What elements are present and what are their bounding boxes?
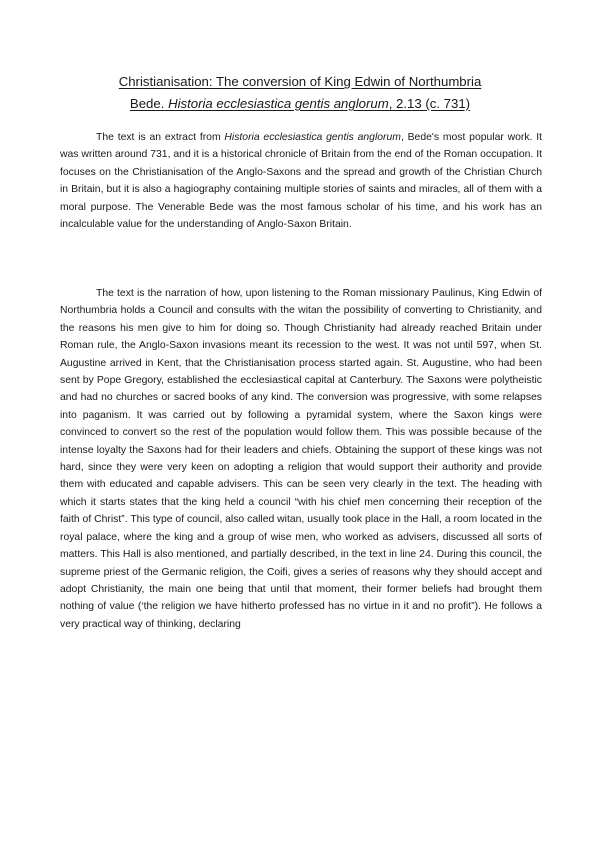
paragraph-1-work-title: Historia ecclesiastica gentis anglorum [224,132,401,143]
title-author: Bede. [129,96,165,111]
document-subtitle [0,96,600,112]
paragraph-2: The text is the narration of how, upon listening to the Roman missionary Paulinus, King Edwin of Northumbria holds a Council and consults with the witan the possibility of converting to Christianity, and the reasons his men give to him for doing so. Though Christianity had already reached Britain under Roman rule, the Anglo-Saxon invasions meant its recession to the west. It was not until 597, when St. Augustine arrived in Kent, that the Christianisation process started again. St. Augustine, who had been sent by Pope Gregory, established the ecclesiastical capital at Canterbury. The Saxons were polytheistic and had no churches or sacred books of any kind. The conversion was progressive, with some relapses into paganism. It was carried out by following a pyramidal system, where the Saxon kings were convinced to convert so the rest of the population would follow them. This was possible because of the intense loyalty the Saxons had for their leaders and chiefs. Obtaining the support of these kings was not hard, since they were very keen on adopting a religion that would support their authority and provide them with educated and capable advisers. This can be seen very clearly in the text. The heading with which it starts states that the king held a council “with his chief men concerning their reception of the faith of Christ”. This type of council, also called witan, usually took place in the Hall, a room located in the royal palace, where the king and a group of wise men, who worked as advisers, discussed all sorts of matters. This Hall is also mentioned, and partially described, in the text in line 24. During this council, the supreme priest of the Germanic religion, the Coifi, gives a series of reasons why they should accept and adopt Christianity, the main one being that until that moment, their former beliefs had brought them nothing of value (‘the religion we have hitherto professed has no virtue in it and no profit”). He follows a very practical way of thinking, declaring [60,288,542,630]
document-title [0,74,600,90]
title-work: Historia ecclesiastica gentis anglorum [168,96,389,111]
title-reference: , 2.13 (c. 731) [388,96,471,111]
paragraph-1 [60,129,542,233]
paragraph-1-intro: The text is an extract from [96,132,225,143]
paragraph-1-body: , Bede's most popular work. It was written around 731, and it is a historical chronicle of Britain from the end of the Roman occupation. It focuses on the Christianisation of the Anglo-Saxons and the spread and growth of the Christian Church in Britain, but it is also a hagiography containing multiple stories of saints and miracles, all of them with a moral purpose. The Venerable Bede was the most famous scholar of his time, and his work has an incalculable value for the understanding of Anglo-Saxon Britain. [60,132,543,231]
title-line-1: Christianisation: The conversion of King Edwin of Northumbria [118,74,482,89]
